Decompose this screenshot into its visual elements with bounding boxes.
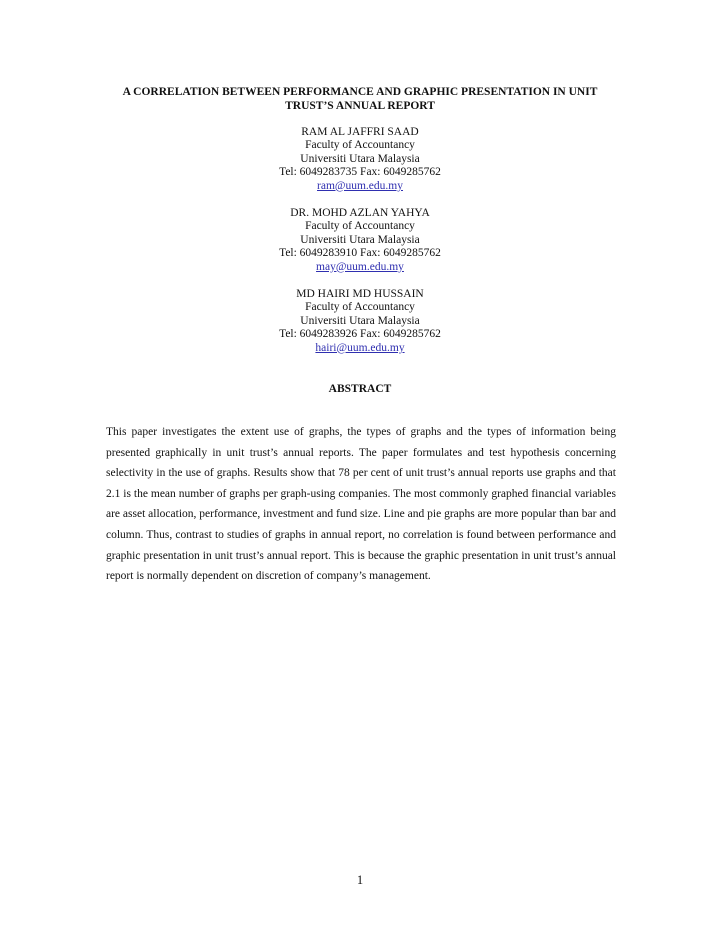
author-name: DR. MOHD AZLAN YAHYA xyxy=(290,207,430,219)
author-name: RAM AL JAFFRI SAAD xyxy=(301,126,419,138)
author-block-2 xyxy=(200,207,520,274)
page-number: 1 xyxy=(356,873,364,887)
author-university: Universiti Utara Malaysia xyxy=(300,152,420,165)
author-contact: Tel: 6049283910 Fax: 6049285762 xyxy=(279,247,441,260)
author-block-3 xyxy=(200,288,520,355)
author-email-link[interactable]: hairi@uum.edu.my xyxy=(315,341,405,354)
author-faculty: Faculty of Accountancy xyxy=(305,139,415,152)
author-block-1 xyxy=(200,126,520,193)
author-name: MD HAIRI MD HUSSAIN xyxy=(296,288,424,300)
author-faculty: Faculty of Accountancy xyxy=(305,301,415,314)
author-university: Universiti Utara Malaysia xyxy=(300,233,420,246)
author-contact: Tel: 6049283735 Fax: 6049285762 xyxy=(279,166,441,179)
author-faculty: Faculty of Accountancy xyxy=(305,220,415,233)
author-university: Universiti Utara Malaysia xyxy=(300,314,420,327)
abstract-heading: ABSTRACT xyxy=(328,383,392,395)
author-email-link[interactable]: ram@uum.edu.my xyxy=(317,179,403,192)
abstract-paragraph: This paper investigates the extent use of graphs, the types of graphs and the types of information being presented graphically in unit trust’s annual reports. The paper formulates and test hypothesis concerning selectivity in the use of graphs. Results show that 78 per cent of unit trust’s annual reports use graphs and that 2.1 is the mean number of graphs per graph-using companies. The most commonly graphed financial variables are asset allocation, performance, investment and fund size. Line and pie graphs are more popular than bar and column. Thus, contrast to studies of graphs in annual report, no correlation is found between performance and graphic presentation in unit trust’s annual report. This is because the graphic presentation in unit trust’s annual report is normally dependent on discretion of company’s management. xyxy=(106,426,616,583)
author-email-link[interactable]: may@uum.edu.my xyxy=(316,260,404,273)
paper-title: A CORRELATION BETWEEN PERFORMANCE AND GRAPHIC PRESENTATION IN UNIT TRUST’S ANNUAL REPORT xyxy=(122,86,598,112)
author-contact: Tel: 6049283926 Fax: 6049285762 xyxy=(279,328,441,341)
